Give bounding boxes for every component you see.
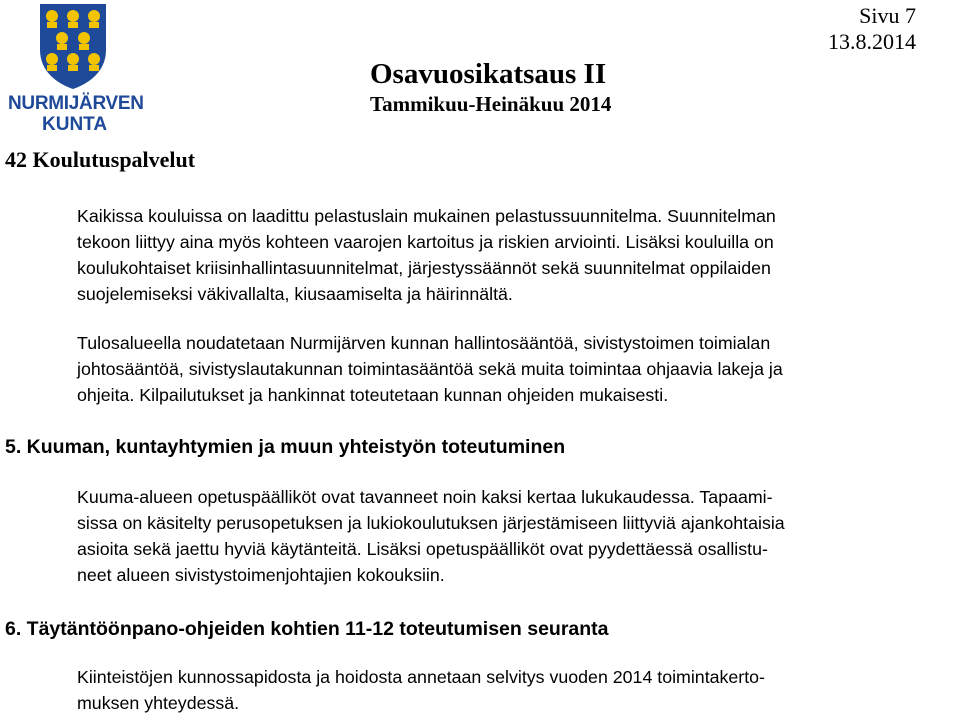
text-line: Kiinteistöjen kunnossapidosta ja hoidosta annetaan selvitys vuoden 2014 toimintakerto-: [77, 667, 765, 687]
section-heading-6: 6. Täytäntöönpano-ohjeiden kohtien 11-12 toteutumisen seuranta: [5, 618, 609, 640]
page-number: Sivu 7: [859, 3, 916, 28]
text-line: neet alueen sivistystoimenjohtajien kokouksiin.: [77, 565, 445, 585]
paragraph-regulations: [77, 330, 957, 408]
paragraph-maintenance: [77, 664, 957, 716]
text-line: ohjeita. Kilpailutukset ja hankinnat toteutetaan kunnan ohjeiden mukaisesti.: [77, 385, 669, 405]
text-line: johtosääntöä, sivistyslautakunnan toimintasääntöä sekä muita toimintaa ohjaavia lakeja ja: [77, 359, 783, 379]
coat-of-arms-icon: [38, 2, 108, 90]
text-line: tekoon liittyy aina myös kohteen vaarojen kartoitus ja riskien arviointi. Lisäksi kouluilla on: [77, 232, 774, 252]
logo-text-line2: KUNTA: [42, 114, 108, 135]
text-line: Kaikissa kouluissa on laadittu pelastuslain mukainen pelastussuunnitelma. Suunnitelman: [77, 206, 776, 226]
page-title: Osavuosikatsaus II: [370, 58, 607, 90]
text-line: Kuuma-alueen opetuspäälliköt ovat tavanneet noin kaksi kertaa lukukaudessa. Tapaami-: [77, 487, 773, 507]
report-date: 13.8.2014: [828, 29, 916, 54]
text-line: koulukohtaiset kriisinhallintasuunnitelmat, järjestyssäännöt sekä suunnitelmat oppilaiden: [77, 258, 771, 278]
municipality-logo: [26, 2, 120, 90]
text-line: muksen yhteydessä.: [77, 693, 240, 713]
paragraph-cooperation: [77, 484, 957, 588]
text-line: asioita sekä jaettu hyviä käytänteitä. Lisäksi opetuspäälliköt ovat pyydettäessä osallistu-: [77, 539, 768, 559]
text-line: Tulosalueella noudatetaan Nurmijärven kunnan hallintosääntöä, sivistystoimen toimialan: [77, 333, 771, 353]
paragraph-safety-plans: [77, 203, 957, 307]
section-heading-5: 5. Kuuman, kuntayhtymien ja muun yhteistyön toteutuminen: [5, 436, 566, 458]
text-line: suojelemiseksi väkivallalta, kiusaamiselta ja häirinnältä.: [77, 284, 513, 304]
logo-text-line1: NURMIJÄRVEN: [8, 93, 144, 114]
page-subtitle: Tammikuu-Heinäkuu 2014: [370, 92, 612, 116]
text-line: sissa on käsitelty perusopetuksen ja lukiokoulutuksen järjestämiseen liittyviä ajankohtaisia: [77, 513, 785, 533]
department-label: 42 Koulutuspalvelut: [5, 147, 196, 172]
